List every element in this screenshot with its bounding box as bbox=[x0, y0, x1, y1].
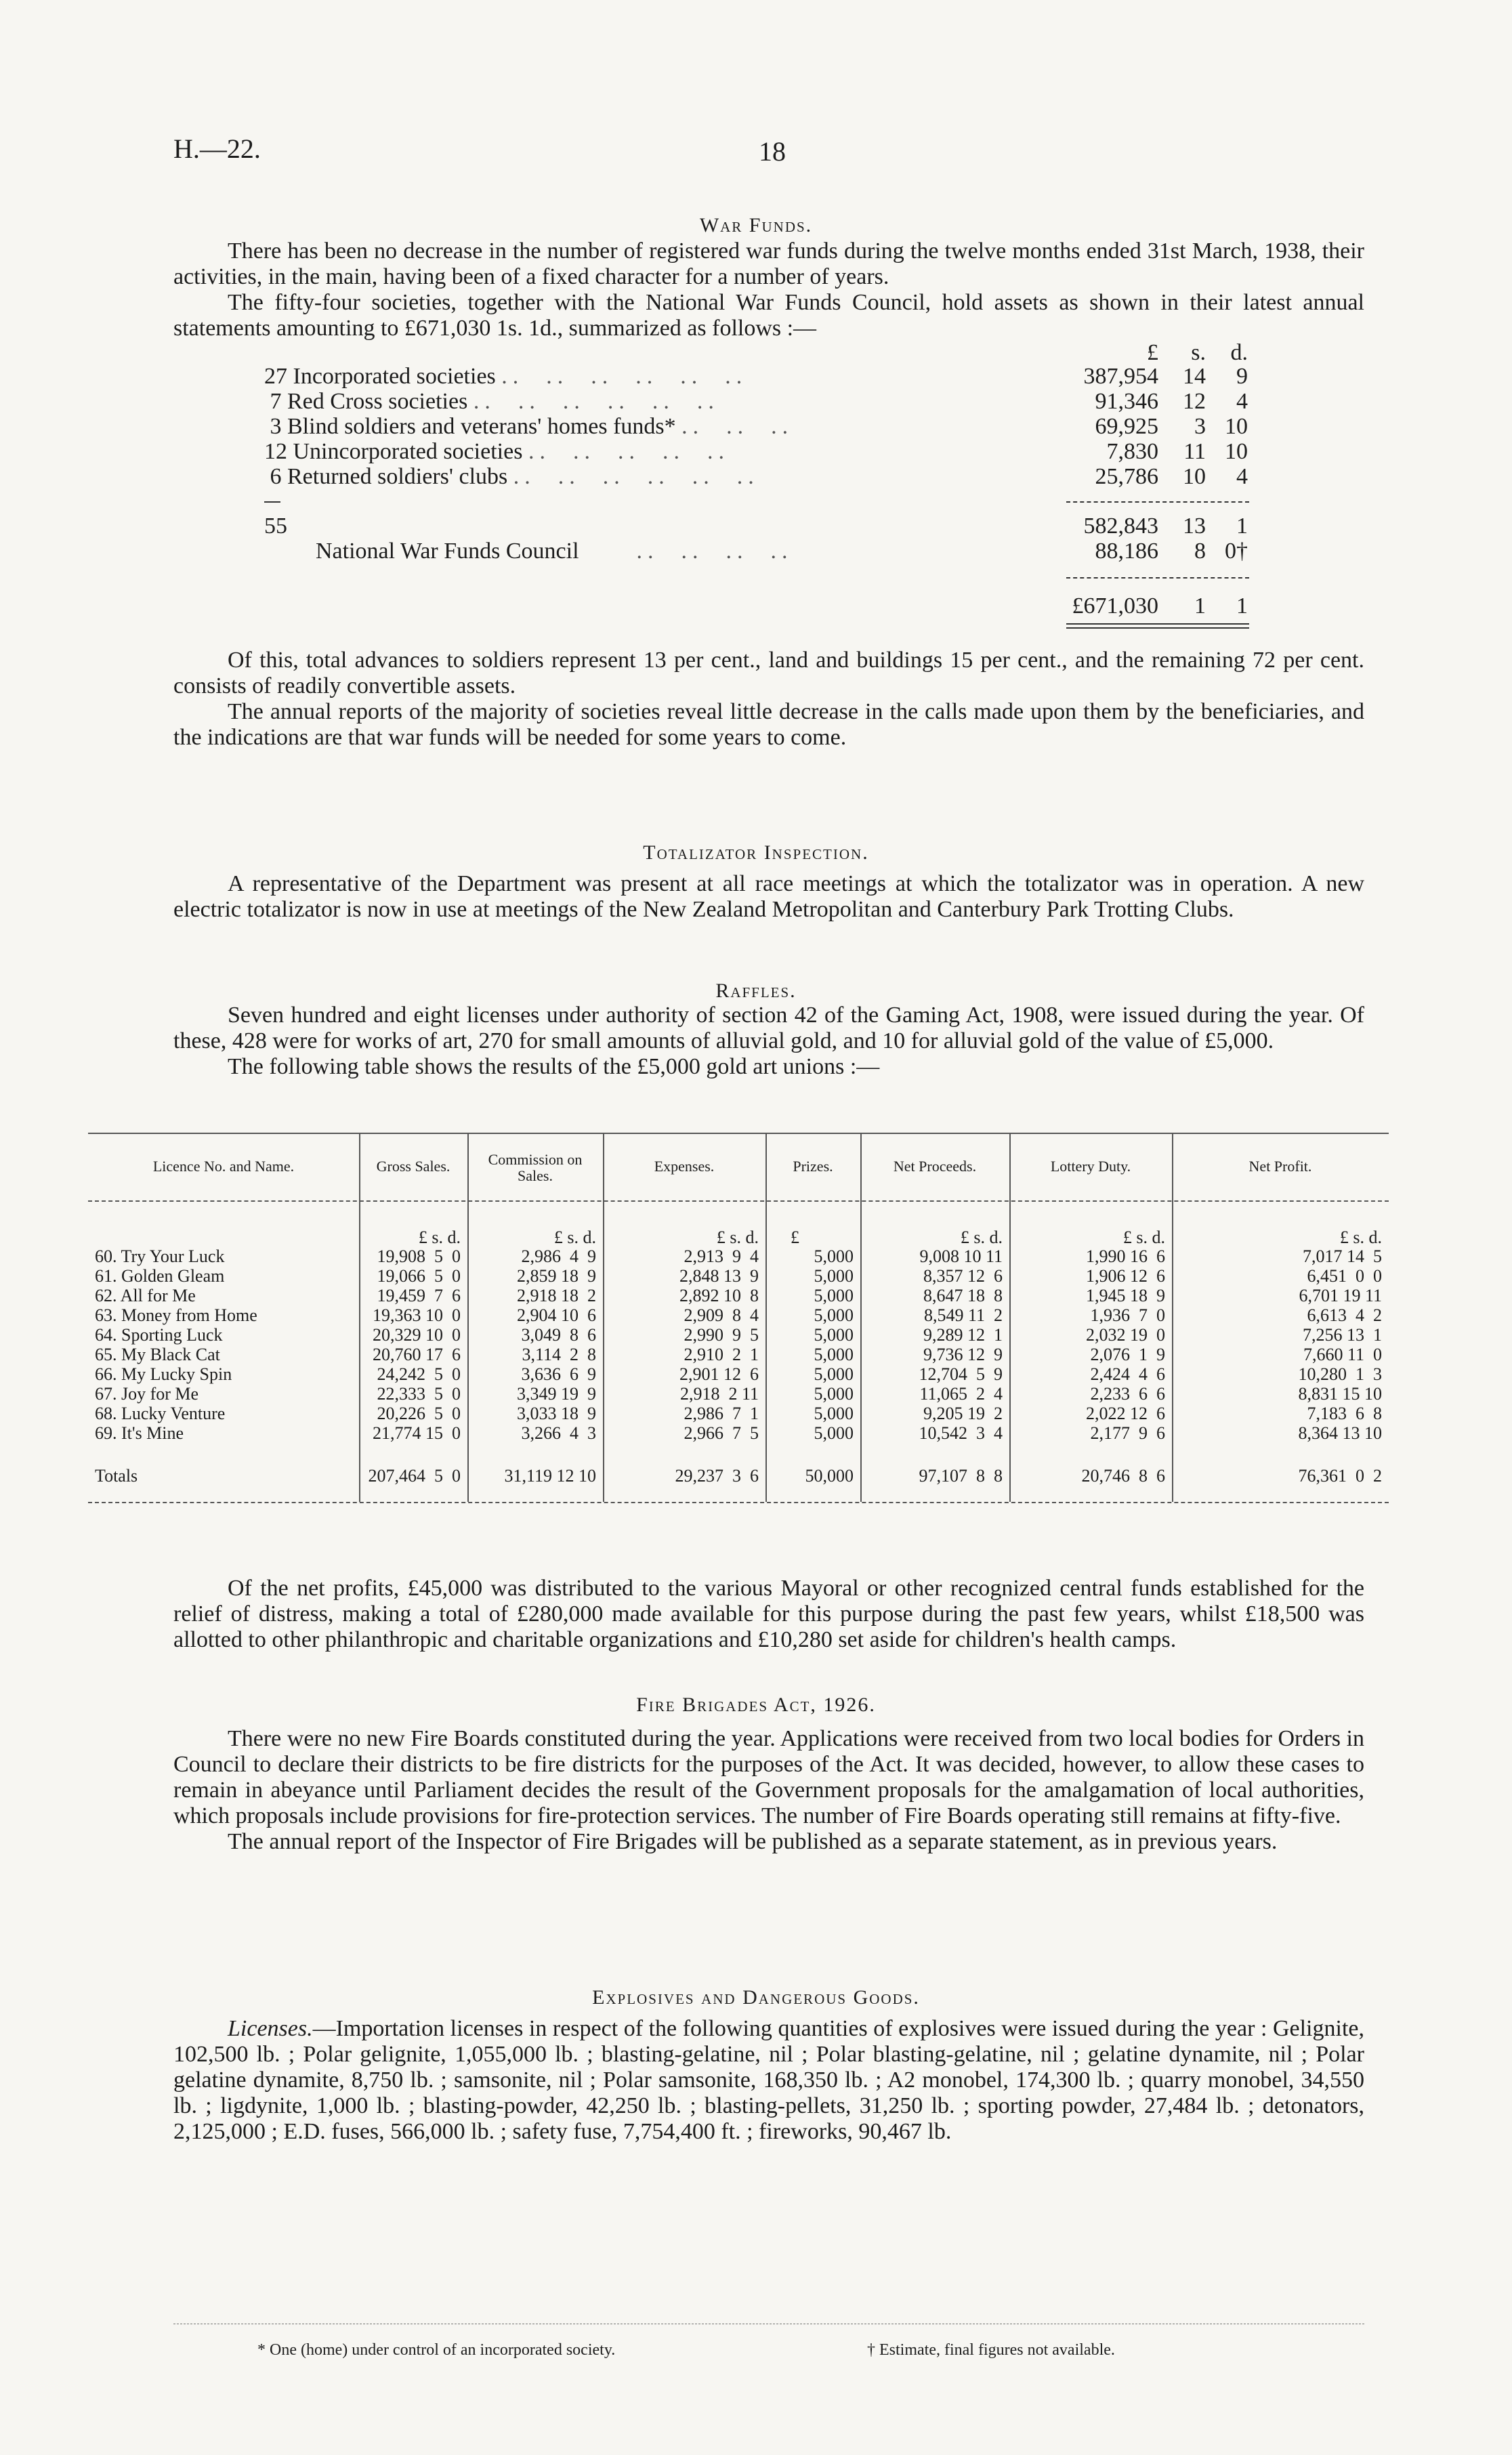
subtotal-row bbox=[264, 513, 1294, 538]
cell-gross: 20,226 5 0 bbox=[377, 1404, 461, 1423]
cell-duty: 2,233 6 6 bbox=[1090, 1384, 1165, 1404]
summary-row-label: 7 Red Cross societies .. .. .. .. .. .. bbox=[264, 389, 719, 414]
cell-name: 64. Sporting Luck bbox=[95, 1325, 223, 1345]
net-profits-section bbox=[173, 1576, 1364, 1653]
cell-net-proceeds: 97,107 8 8 bbox=[919, 1466, 1003, 1486]
cell-name: 62. All for Me bbox=[95, 1286, 196, 1305]
total-rule-double bbox=[1066, 627, 1249, 629]
cell-profit: 7,256 13 1 bbox=[1303, 1325, 1382, 1345]
footnote-dagger: † Estimate, final figures not available. bbox=[867, 2341, 1115, 2359]
cell-commission: 2,904 10 6 bbox=[517, 1305, 596, 1325]
cell-net-proceeds: 11,065 2 4 bbox=[919, 1384, 1003, 1404]
cell-profit: 7,183 6 8 bbox=[1307, 1404, 1382, 1423]
cell-expenses: 2,990 9 5 bbox=[684, 1325, 759, 1345]
table-row bbox=[88, 1345, 1389, 1364]
table-row bbox=[88, 1364, 1389, 1384]
fire-brigades-title: Fire Brigades Act, 1926. bbox=[636, 1694, 876, 1716]
subtotal-rule bbox=[1066, 501, 1249, 503]
cell-profit: 7,660 11 0 bbox=[1303, 1345, 1382, 1364]
subtotal-pounds: 582,843 bbox=[1083, 513, 1158, 539]
table-bottom-rule bbox=[88, 1502, 1389, 1503]
cell-gross: 20,760 17 6 bbox=[373, 1345, 461, 1364]
cell-expenses: 2,892 10 8 bbox=[679, 1286, 759, 1305]
cell-duty: 1,906 12 6 bbox=[1086, 1266, 1165, 1286]
fire-brigades-section bbox=[173, 1726, 1364, 1855]
summary-row-label: 27 Incorporated societies .. .. .. .. .. .. bbox=[264, 364, 748, 389]
cell-prizes: 5,000 bbox=[814, 1305, 854, 1325]
cell-name: 68. Lucky Venture bbox=[95, 1404, 226, 1423]
reports-text: The annual reports of the majority of societies reveal little decrease in the calls made upon them by the beneficiaries, and the indications are that war funds will be needed for some years to come. bbox=[173, 699, 1364, 750]
unit-prizes: £ bbox=[791, 1228, 799, 1247]
cell-gross: 19,066 5 0 bbox=[377, 1266, 461, 1286]
document-reference: H.—22. bbox=[173, 133, 261, 164]
header-commission: Commission on Sales. bbox=[488, 1151, 583, 1184]
war-funds-intro-text: There has been no decrease in the number of registered war funds during the twelve months ended 31st March, 1938, their activities, in the main, having been of a fixed character for a number of years. bbox=[173, 238, 1364, 289]
cell-commission: 3,349 19 9 bbox=[517, 1384, 596, 1404]
header-gross-sales: Gross Sales. bbox=[376, 1158, 450, 1175]
raffles-section bbox=[173, 1003, 1364, 1080]
cell-expenses: 2,986 7 1 bbox=[684, 1404, 759, 1423]
cell-commission: 3,049 8 6 bbox=[521, 1325, 596, 1345]
cell-expenses: 2,966 7 5 bbox=[684, 1423, 759, 1443]
summary-row-shillings: 12 bbox=[1183, 389, 1206, 414]
table-row bbox=[88, 1423, 1389, 1443]
summary-row-label: 3 Blind soldiers and veterans' homes funds* .. .. .. bbox=[264, 414, 794, 439]
cell-name: 69. It's Mine bbox=[95, 1423, 184, 1443]
table-totals-row bbox=[88, 1466, 1389, 1486]
cell-prizes: 50,000 bbox=[805, 1466, 854, 1486]
grand-total-shillings: 1 bbox=[1194, 593, 1206, 618]
summary-row bbox=[264, 364, 1294, 388]
cell-name: 67. Joy for Me bbox=[95, 1384, 199, 1404]
licenses-lead: Licenses. bbox=[228, 2016, 313, 2041]
cell-profit: 6,701 19 11 bbox=[1299, 1286, 1382, 1305]
summary-row-pounds: 7,830 bbox=[1106, 439, 1158, 464]
header-lottery-duty: Lottery Duty. bbox=[1050, 1158, 1131, 1175]
cell-prizes: 5,000 bbox=[814, 1423, 854, 1443]
table-row bbox=[88, 1384, 1389, 1404]
cell-name: 61. Golden Gleam bbox=[95, 1266, 225, 1286]
cell-net-proceeds: 9,289 12 1 bbox=[923, 1325, 1003, 1345]
cell-commission: 31,119 12 10 bbox=[504, 1466, 596, 1486]
page-number: 18 bbox=[759, 136, 786, 167]
explosives-section bbox=[173, 2016, 1364, 2145]
advances-text: Of this, total advances to soldiers represent 13 per cent., land and buildings 15 per cent., and the remaining 72 per cent. consists of readily convertible assets. bbox=[173, 648, 1364, 698]
table-row bbox=[88, 1286, 1389, 1305]
council-label: National War Funds Council .. .. .. .. bbox=[316, 539, 793, 564]
summary-row-pounds: 25,786 bbox=[1095, 464, 1158, 489]
cell-duty: 1,990 16 6 bbox=[1086, 1246, 1165, 1266]
cell-duty: 2,022 12 6 bbox=[1086, 1404, 1165, 1423]
unit-pounds: £ bbox=[1147, 340, 1158, 365]
cell-name: Totals bbox=[95, 1466, 138, 1486]
cell-gross: 19,363 10 0 bbox=[373, 1305, 461, 1325]
war-funds-intro bbox=[173, 238, 1364, 341]
table-top-rule bbox=[88, 1133, 1389, 1134]
raffles-text: Seven hundred and eight licenses under authority of section 42 of the Gaming Act, 1908, were issued during the year. Of these, 428 were for works of art, 270 for small amounts of alluvial gold, and 10 for alluvial gold of the value of £5,000. bbox=[173, 1003, 1364, 1053]
table-row bbox=[88, 1305, 1389, 1325]
summary-row bbox=[264, 389, 1294, 413]
cell-profit: 76,361 0 2 bbox=[1298, 1466, 1382, 1486]
cell-expenses: 2,901 12 6 bbox=[679, 1364, 759, 1384]
council-pence: 0† bbox=[1225, 539, 1248, 564]
cell-gross: 22,333 5 0 bbox=[377, 1384, 461, 1404]
table-row bbox=[88, 1325, 1389, 1345]
cell-profit: 10,280 1 3 bbox=[1298, 1364, 1382, 1384]
cell-prizes: 5,000 bbox=[814, 1246, 854, 1266]
fire-brigades-text-2: The annual report of the Inspector of Fire Brigades will be published as a separate statement, as in previous years. bbox=[228, 1829, 1278, 1854]
council-row bbox=[264, 539, 1294, 563]
summary-row bbox=[264, 464, 1294, 488]
cell-prizes: 5,000 bbox=[814, 1325, 854, 1345]
totalizator-section bbox=[173, 871, 1364, 923]
cell-duty: 20,746 8 6 bbox=[1081, 1466, 1165, 1486]
summary-row bbox=[264, 439, 1294, 463]
grand-total-pounds: £671,030 bbox=[1072, 593, 1158, 618]
cell-net-proceeds: 8,357 12 6 bbox=[923, 1266, 1003, 1286]
summary-row-pounds: 69,925 bbox=[1095, 414, 1158, 439]
cell-prizes: 5,000 bbox=[814, 1345, 854, 1364]
cell-duty: 1,936 7 0 bbox=[1090, 1305, 1165, 1325]
cell-name: 63. Money from Home bbox=[95, 1305, 257, 1325]
cell-gross: 24,242 5 0 bbox=[377, 1364, 461, 1384]
summary-row-shillings: 14 bbox=[1183, 364, 1206, 389]
council-shillings: 8 bbox=[1194, 539, 1206, 564]
war-funds-closing bbox=[173, 648, 1364, 751]
summary-row-pence: 9 bbox=[1236, 364, 1248, 389]
net-profits-text: Of the net profits, £45,000 was distributed to the various Mayoral or other recognized central funds established for the relief of distress, making a total of £280,000 made available for this purpose during the past few years, whilst £18,500 was allotted to other philanthropic and charitable organizations and £10,280 set aside for children's health camps. bbox=[173, 1576, 1364, 1652]
cell-net-proceeds: 9,205 19 2 bbox=[923, 1404, 1003, 1423]
summary-row-label: 12 Unincorporated societies .. .. .. .. .. bbox=[264, 439, 730, 464]
header-net-profit: Net Profit. bbox=[1248, 1158, 1312, 1175]
cell-profit: 7,017 14 5 bbox=[1303, 1246, 1382, 1266]
unit-gross: £ s. d. bbox=[418, 1228, 461, 1247]
table-row bbox=[88, 1266, 1389, 1286]
totalizator-text: A representative of the Department was present at all race meetings at which the totalizator was in operation. A new electric totalizator is now in use at meetings of the New Zealand Metropolitan and Canterbury Park Trotting Clubs. bbox=[173, 871, 1364, 922]
cell-gross: 21,774 15 0 bbox=[373, 1423, 461, 1443]
cell-net-proceeds: 9,736 12 9 bbox=[923, 1345, 1003, 1364]
cell-net-proceeds: 12,704 5 9 bbox=[919, 1364, 1003, 1384]
summary-row-label: 6 Returned soldiers' clubs .. .. .. .. .. .. bbox=[264, 464, 759, 489]
table-header-rule bbox=[88, 1200, 1389, 1202]
summary-row bbox=[264, 414, 1294, 438]
raffles-table-intro: The following table shows the results of the £5,000 gold art unions :— bbox=[228, 1054, 880, 1079]
cell-commission: 3,266 4 3 bbox=[521, 1423, 596, 1443]
cell-duty: 2,032 19 0 bbox=[1086, 1325, 1165, 1345]
cell-net-proceeds: 10,542 3 4 bbox=[919, 1423, 1003, 1443]
cell-commission: 2,986 4 9 bbox=[521, 1246, 596, 1266]
summary-row-pence: 4 bbox=[1236, 389, 1248, 414]
cell-net-proceeds: 8,647 18 8 bbox=[923, 1286, 1003, 1305]
cell-expenses: 2,909 8 4 bbox=[684, 1305, 759, 1325]
summary-row-shillings: 10 bbox=[1183, 464, 1206, 489]
table-row bbox=[88, 1246, 1389, 1266]
totalizator-title: Totalizator Inspection. bbox=[643, 841, 869, 864]
cell-expenses: 2,918 2 11 bbox=[679, 1384, 759, 1404]
cell-expenses: 2,913 9 4 bbox=[684, 1246, 759, 1266]
unit-duty: £ s. d. bbox=[1122, 1228, 1165, 1247]
total-rule-top bbox=[1066, 577, 1249, 579]
cell-profit: 8,364 13 10 bbox=[1298, 1423, 1382, 1443]
table-row bbox=[88, 1404, 1389, 1423]
summary-row-pence: 10 bbox=[1225, 414, 1248, 439]
cell-name: 65. My Black Cat bbox=[95, 1345, 220, 1364]
cell-commission: 3,033 18 9 bbox=[517, 1404, 596, 1423]
cell-gross: 207,464 5 0 bbox=[368, 1466, 461, 1486]
cell-commission: 2,859 18 9 bbox=[517, 1266, 596, 1286]
summary-units-row bbox=[264, 340, 1294, 364]
cell-profit: 6,613 4 2 bbox=[1307, 1305, 1382, 1325]
cell-duty: 2,076 1 9 bbox=[1090, 1345, 1165, 1364]
summary-row-pence: 4 bbox=[1236, 464, 1248, 489]
cell-prizes: 5,000 bbox=[814, 1364, 854, 1384]
cell-duty: 2,424 4 6 bbox=[1090, 1364, 1165, 1384]
cell-prizes: 5,000 bbox=[814, 1286, 854, 1305]
summary-row-pence: 10 bbox=[1225, 439, 1248, 464]
cell-commission: 3,114 2 8 bbox=[522, 1345, 596, 1364]
cell-duty: 2,177 9 6 bbox=[1090, 1423, 1165, 1443]
subtotal-count: 55 bbox=[264, 513, 287, 539]
art-union-table bbox=[88, 1133, 1389, 1505]
summary-row-shillings: 11 bbox=[1183, 439, 1206, 464]
cell-expenses: 2,910 2 1 bbox=[684, 1345, 759, 1364]
explosives-text bbox=[173, 2016, 1364, 2145]
header-net-proceeds: Net Proceeds. bbox=[893, 1158, 977, 1175]
explosives-title: Explosives and Dangerous Goods. bbox=[592, 1986, 920, 2009]
header-expenses: Expenses. bbox=[654, 1158, 715, 1175]
cell-prizes: 5,000 bbox=[814, 1384, 854, 1404]
subtotal-shillings: 13 bbox=[1183, 513, 1206, 539]
cell-prizes: 5,000 bbox=[814, 1404, 854, 1423]
cell-net-proceeds: 8,549 11 2 bbox=[923, 1305, 1003, 1325]
cell-gross: 19,459 7 6 bbox=[377, 1286, 461, 1305]
summary-row-pounds: 91,346 bbox=[1095, 389, 1158, 414]
unit-expenses: £ s. d. bbox=[716, 1228, 759, 1247]
licenses-body: —Importation licenses in respect of the following quantities of explosives were issued during the year : Gelignite, 102,500 lb. ; Polar gelignite, 1,055,000 lb. ; blasting-gelatine, nil ; Polar blasting-gelatine, nil ; gelatine dynamite, nil ; Polar gelatine dynamite, 8,750 lb. ; samsonite, nil ; Polar samsonite, 168,350 lb. ; A2 monobel, 174,300 lb. ; quarry monobel, 34,550 lb. ; ligdynite, 1,000 lb. ; blasting-powder, 42,250 lb. ; blasting-pellets, 31,250 lb. ; sporting powder, 27,484 lb. ; detonators, 2,125,000 ; E.D. fuses, 566,000 lb. ; safety fuse, 7,754,400 ft. ; fireworks, 90,467 lb. bbox=[173, 2016, 1364, 2144]
unit-commission: £ s. d. bbox=[553, 1228, 596, 1247]
footnote-star: * One (home) under control of an incorporated society. bbox=[257, 2341, 616, 2359]
cell-prizes: 5,000 bbox=[814, 1266, 854, 1286]
header-licence: Licence No. and Name. bbox=[152, 1158, 295, 1175]
cell-gross: 19,908 5 0 bbox=[377, 1246, 461, 1266]
cell-gross: 20,329 10 0 bbox=[373, 1325, 461, 1345]
war-funds-societies-text: The fifty-four societies, together with the National War Funds Council, hold assets as shown in their latest annual statements amounting to £671,030 1s. 1d., summarized as follows :— bbox=[173, 290, 1364, 341]
summary-row-pounds: 387,954 bbox=[1083, 364, 1158, 389]
unit-net-proceeds: £ s. d. bbox=[960, 1228, 1003, 1247]
cell-profit: 8,831 15 10 bbox=[1298, 1384, 1382, 1404]
cell-commission: 3,636 6 9 bbox=[521, 1364, 596, 1384]
war-funds-title: War Funds. bbox=[699, 214, 813, 236]
summary-row-shillings: 3 bbox=[1194, 414, 1206, 439]
unit-pence: d. bbox=[1230, 340, 1248, 365]
raffles-title: Raffles. bbox=[715, 980, 797, 1002]
council-pounds: 88,186 bbox=[1095, 539, 1158, 564]
subtotal-pence: 1 bbox=[1236, 513, 1248, 539]
fire-brigades-text-1: There were no new Fire Boards constituted during the year. Applications were received from two local bodies for Orders in Council to declare their districts to be fire districts for the purposes of the Act. It was decided, however, to allow these cases to remain in abeyance until Parliament decides the result of the Government proposals for the amalgamation of local authorities, which proposals include provisions for fire-protection services. The number of Fire Boards operating still remains at fifty-five. bbox=[173, 1726, 1364, 1828]
cell-net-proceeds: 9,008 10 11 bbox=[919, 1246, 1003, 1266]
header-prizes: Prizes. bbox=[793, 1158, 833, 1175]
unit-shillings: s. bbox=[1191, 340, 1206, 365]
cell-duty: 1,945 18 9 bbox=[1086, 1286, 1165, 1305]
cell-expenses: 29,237 3 6 bbox=[675, 1466, 759, 1486]
cell-name: 60. Try Your Luck bbox=[95, 1246, 225, 1266]
grand-total-pence: 1 bbox=[1236, 593, 1248, 618]
count-rule bbox=[264, 501, 280, 503]
cell-commission: 2,918 18 2 bbox=[517, 1286, 596, 1305]
grand-total-row bbox=[264, 593, 1294, 618]
cell-name: 66. My Lucky Spin bbox=[95, 1364, 232, 1384]
cell-expenses: 2,848 13 9 bbox=[679, 1266, 759, 1286]
unit-profit: £ s. d. bbox=[1339, 1228, 1382, 1247]
total-rule-bottom bbox=[1066, 623, 1249, 625]
cell-profit: 6,451 0 0 bbox=[1307, 1266, 1382, 1286]
